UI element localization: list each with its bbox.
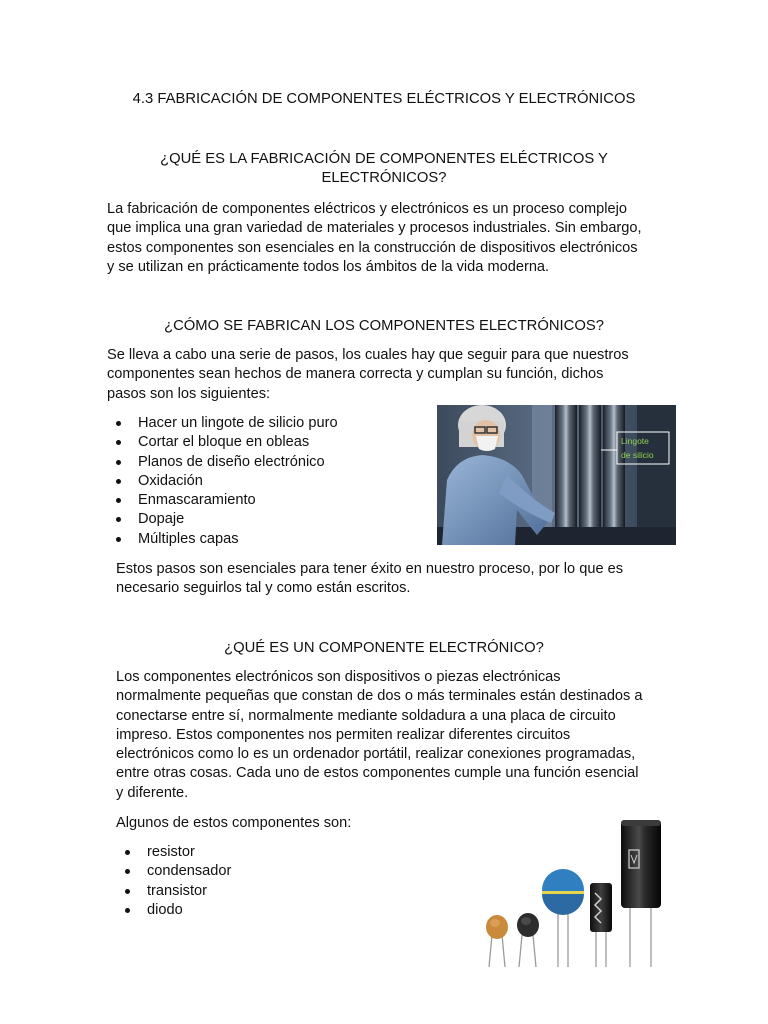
section1-heading-line1: ¿QUÉ ES LA FABRICACIÓN DE COMPONENTES ELÉCTRICOS Y bbox=[160, 151, 608, 167]
ceramic-capacitor-dark-icon bbox=[517, 913, 539, 967]
large-electrolytic-capacitor-icon bbox=[621, 820, 661, 967]
paragraph-line: pasos son los siguientes: bbox=[107, 385, 271, 402]
steps-list bbox=[107, 414, 427, 549]
section1-heading bbox=[0, 150, 768, 189]
section3-paragraph bbox=[116, 668, 676, 803]
section2-closing bbox=[116, 560, 676, 599]
section2-heading: ¿CÓMO SE FABRICAN LOS COMPONENTES ELECTRÓNICOS? bbox=[164, 318, 604, 334]
paragraph-line: electrónicos como lo es un ordenador portátil, realizar conexiones programadas, bbox=[116, 746, 636, 763]
list-item: Oxidación bbox=[107, 472, 427, 491]
paragraph-line: componentes sean hechos de manera correcta y cumplan su función, dichos bbox=[107, 366, 604, 383]
section2-intro bbox=[107, 346, 677, 404]
section3-heading: ¿QUÉ ES UN COMPONENTE ELECTRÓNICO? bbox=[224, 640, 544, 656]
list-item: condensador bbox=[116, 862, 376, 881]
paragraph-line: Estos pasos son esenciales para tener éxito en nuestro proceso, por lo que es bbox=[116, 561, 624, 577]
document-title: 4.3 FABRICACIÓN DE COMPONENTES ELÉCTRICOS Y ELECTRÓNICOS bbox=[132, 91, 636, 107]
paragraph-line: que implica una gran variedad de materiales y procesos industriales. Sin embargo, bbox=[107, 220, 642, 237]
section1-paragraph bbox=[107, 200, 677, 277]
silicon-ingot-photo bbox=[437, 405, 676, 545]
list-item: transistor bbox=[116, 882, 376, 901]
list-item: Múltiples capas bbox=[107, 530, 427, 549]
list-item: Cortar el bloque en obleas bbox=[107, 433, 427, 452]
paragraph-line: entre otras cosas. Cada uno de estos componentes cumple una función esencial bbox=[116, 765, 639, 782]
components-intro: Algunos de estos componentes son: bbox=[116, 815, 352, 831]
blue-disc-component-icon bbox=[542, 869, 584, 967]
paragraph-line: necesario seguirlos tal y como están escritos. bbox=[116, 580, 411, 597]
list-item: diodo bbox=[116, 901, 376, 920]
components-list bbox=[116, 843, 376, 920]
list-item: Planos de diseño electrónico bbox=[107, 453, 427, 472]
list-item: resistor bbox=[116, 843, 376, 862]
paragraph-line: impreso. Estos componentes nos permiten realizar diferentes circuitos bbox=[116, 726, 571, 743]
paragraph-line: estos componentes son esenciales en la construcción de dispositivos electrónicos bbox=[107, 239, 638, 256]
section1-heading-line2: ELECTRÓNICOS? bbox=[321, 170, 447, 187]
paragraph-line: conectarse entre sí, normalmente mediante soldadura a una placa de circuito bbox=[116, 707, 616, 724]
paragraph-line: Se lleva a cabo una serie de pasos, los cuales hay que seguir para que nuestros bbox=[107, 347, 629, 363]
small-electrolytic-capacitor-icon bbox=[590, 883, 612, 967]
paragraph-line: La fabricación de componentes eléctricos y electrónicos es un proceso complejo bbox=[107, 201, 627, 217]
list-item: Dopaje bbox=[107, 510, 427, 529]
paragraph-line: y diferente. bbox=[116, 784, 189, 801]
paragraph-line: y se utilizan en prácticamente todos los ámbitos de la vida moderna. bbox=[107, 258, 550, 275]
image-label-line2: de silicio bbox=[621, 450, 654, 460]
paragraph-line: normalmente pequeñas que constan de dos o más terminales están destinados a bbox=[116, 688, 643, 705]
list-item: Hacer un lingote de silicio puro bbox=[107, 414, 427, 433]
paragraph-line: Los componentes electrónicos son dispositivos o piezas electrónicas bbox=[116, 669, 561, 685]
image-label-line1: Lingote bbox=[621, 436, 649, 446]
ceramic-capacitor-orange-icon bbox=[486, 915, 508, 967]
components-illustration bbox=[478, 815, 668, 975]
list-item: Enmascaramiento bbox=[107, 491, 427, 510]
